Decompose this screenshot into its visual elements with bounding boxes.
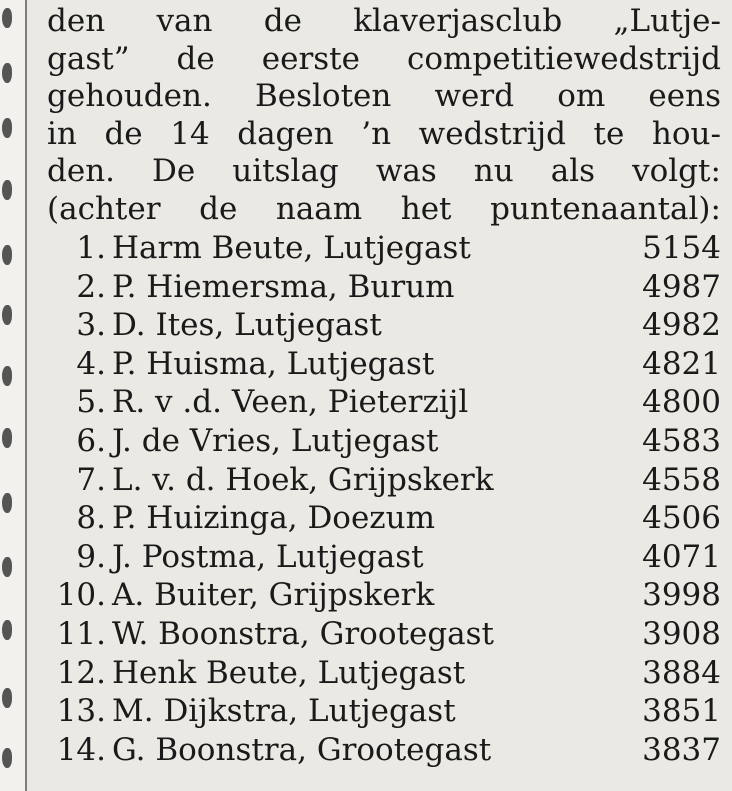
result-name: W. Boonstra, Grootegast <box>112 615 495 652</box>
result-points: 4071 <box>642 538 721 575</box>
result-rank: 13. <box>56 693 106 730</box>
result-row <box>44 577 721 616</box>
result-rank: 12. <box>56 654 106 691</box>
result-row <box>44 500 721 539</box>
result-row <box>44 346 721 385</box>
result-name: A. Buiter, Grijpskerk <box>112 577 435 614</box>
article-paragraph <box>47 3 721 229</box>
result-points: 4821 <box>642 345 721 382</box>
result-points: 5154 <box>642 230 721 266</box>
result-row <box>44 230 721 269</box>
result-rank: 2. <box>76 268 106 305</box>
ink-mark <box>2 118 12 138</box>
result-name: L. v. d. Hoek, Grijpskerk <box>112 461 494 498</box>
result-name: Harm Beute, Lutjegast <box>112 230 471 266</box>
result-points: 3908 <box>642 615 721 652</box>
ink-mark <box>2 557 12 577</box>
result-name: G. Boonstra, Grootegast <box>112 731 492 768</box>
result-name: P. Huizinga, Doezum <box>112 500 436 537</box>
result-points: 4982 <box>642 307 721 344</box>
result-row <box>44 693 721 732</box>
result-rank: 7. <box>76 461 106 498</box>
result-row <box>44 307 721 346</box>
result-row <box>44 423 721 462</box>
result-points: 4583 <box>642 422 721 459</box>
ink-mark <box>2 180 12 200</box>
result-row <box>44 655 721 694</box>
result-points: 3998 <box>642 577 721 614</box>
ink-mark <box>2 8 12 28</box>
ink-mark <box>2 748 12 768</box>
result-rank: 4. <box>76 345 106 382</box>
ink-mark <box>2 493 12 513</box>
result-rank: 5. <box>76 384 106 421</box>
result-name: D. Ites, Lutjegast <box>112 307 382 344</box>
result-points: 4800 <box>642 384 721 421</box>
result-name: R. v .d. Veen, Pieterzijl <box>112 384 469 421</box>
paragraph-line: den. De uitslag was nu als volgt: <box>47 153 721 190</box>
ink-mark <box>2 305 12 325</box>
result-row <box>44 462 721 501</box>
ink-mark <box>2 620 12 640</box>
ink-mark <box>2 63 12 83</box>
paragraph-line: gehouden. Besloten werd om eens <box>47 78 721 115</box>
result-points: 4506 <box>642 500 721 537</box>
result-name: Henk Beute, Lutjegast <box>112 654 466 691</box>
ink-mark <box>2 245 12 265</box>
result-row <box>44 732 721 771</box>
result-rank: 6. <box>76 422 106 459</box>
result-rank: 9. <box>76 538 106 575</box>
ink-mark <box>2 366 12 386</box>
paragraph-line: gast” de eerste competitiewedstrijd <box>47 40 721 77</box>
result-rank: 3. <box>76 307 106 344</box>
paragraph-line: in de 14 dagen ’n wedstrijd te hou- <box>47 115 721 152</box>
ink-mark <box>2 688 12 708</box>
result-row <box>44 384 721 423</box>
paragraph-line: (achter de naam het puntenaantal): <box>47 190 721 227</box>
result-row <box>44 539 721 578</box>
result-points: 4987 <box>642 268 721 305</box>
result-name: P. Huisma, Lutjegast <box>112 345 435 382</box>
result-rank: 10. <box>56 577 106 614</box>
result-rank: 14. <box>56 731 106 768</box>
result-points: 3837 <box>642 731 721 768</box>
result-row <box>44 616 721 655</box>
result-name: J. de Vries, Lutjegast <box>112 422 439 459</box>
result-name: J. Postma, Lutjegast <box>112 538 424 575</box>
result-rank: 8. <box>76 500 106 537</box>
result-rank: 1. <box>76 230 106 266</box>
result-name: P. Hiemersma, Burum <box>112 268 455 305</box>
result-row <box>44 269 721 308</box>
result-points: 4558 <box>642 461 721 498</box>
result-name: M. Dijkstra, Lutjegast <box>112 693 456 730</box>
result-points: 3851 <box>642 693 721 730</box>
result-points: 3884 <box>642 654 721 691</box>
results-list <box>44 230 721 770</box>
paragraph-line: den van de klaverjasclub „Lutje- <box>47 3 721 39</box>
left-margin-strip <box>0 0 26 791</box>
ink-mark <box>2 428 12 448</box>
result-rank: 11. <box>56 615 106 652</box>
